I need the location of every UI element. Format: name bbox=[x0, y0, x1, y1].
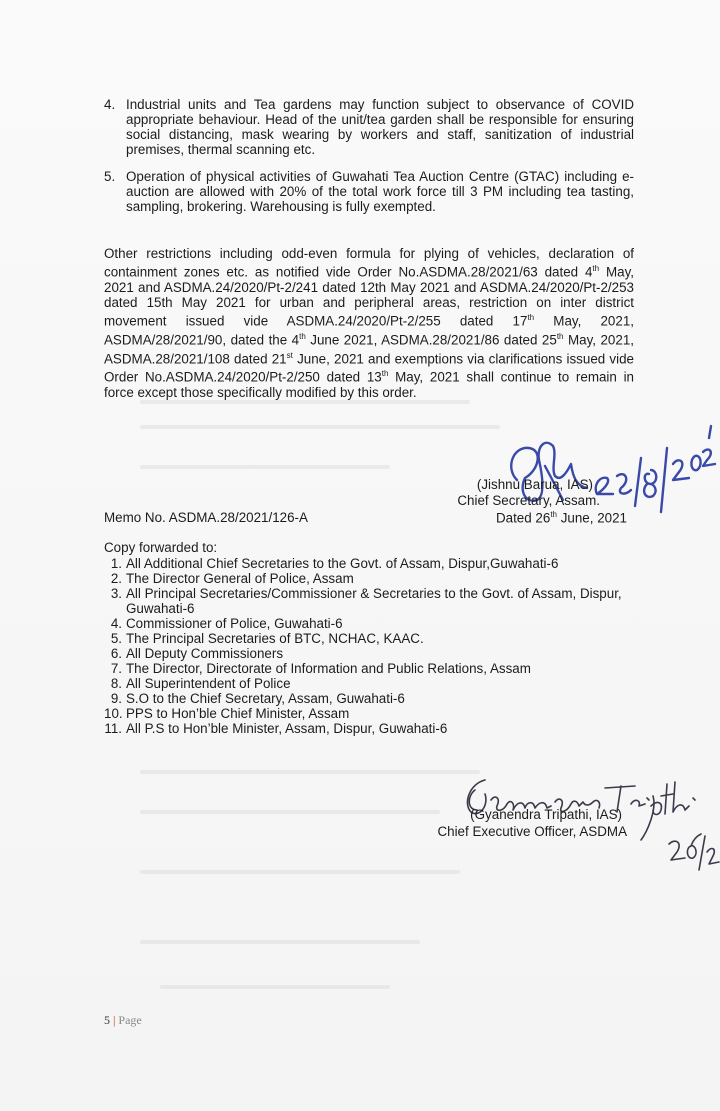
footer-separator: | bbox=[113, 1013, 116, 1027]
copy-forwarded-heading: Copy forwarded to: bbox=[104, 540, 218, 555]
item-number: 9. bbox=[110, 691, 122, 706]
paragraph-text: Other restrictions including odd-even formula for plying of vehicles, declaration of containment zones etc. as notified vide Order No.ASDMA.28/2021/63 dated 4 bbox=[104, 246, 634, 280]
item-text: Industrial units and Tea gardens may function subject to observance of COVID appropriate behaviour. Head of the unit/tea garden shall be responsible for ensuring social distancing, mask wearing by workers and staff, sanitization of industrial premises, thermal scanning etc. bbox=[126, 97, 634, 157]
paragraph-text: May, 2021, ASDMA.28/2021/108 dated 21 bbox=[104, 332, 634, 367]
item-number: 4. bbox=[104, 97, 116, 112]
list-item bbox=[104, 586, 634, 616]
item-number: 7. bbox=[110, 661, 122, 676]
memo-date bbox=[496, 510, 627, 525]
restrictions-paragraph bbox=[104, 246, 634, 400]
item-number: 5. bbox=[104, 169, 116, 184]
paragraph-text: May, 2021 shall continue to remain in force except those specifically modified by this order. bbox=[104, 369, 634, 400]
page-footer bbox=[104, 1013, 142, 1028]
item-number: 10. bbox=[104, 706, 123, 721]
list-item bbox=[104, 169, 634, 214]
memo-number: Memo No. ASDMA.28/2021/126-A bbox=[104, 510, 308, 525]
item-text: Commissioner of Police, Guwahati-6 bbox=[126, 616, 343, 631]
bleed-through-line bbox=[140, 425, 500, 429]
item-text: All Deputy Commissioners bbox=[126, 646, 284, 661]
list-item bbox=[104, 661, 634, 676]
item-text: The Director, Directorate of Information and Public Relations, Assam bbox=[126, 661, 531, 676]
bleed-through-line bbox=[140, 870, 460, 874]
chief-secretary-title: Chief Secretary, Assam. bbox=[457, 493, 600, 508]
list-item bbox=[104, 97, 634, 157]
ordinal-suffix: th bbox=[556, 331, 564, 341]
list-item bbox=[104, 631, 634, 646]
chief-secretary-name: (Jishnu Barua, IAS) bbox=[476, 477, 593, 492]
bleed-through-line bbox=[140, 465, 390, 469]
list-item bbox=[104, 721, 634, 736]
bleed-through-line bbox=[140, 770, 480, 774]
item-text: The Principal Secretaries of BTC, NCHAC, KAAC. bbox=[126, 631, 424, 646]
list-item bbox=[104, 706, 634, 721]
item-text: S.O to the Chief Secretary, Assam, Guwahati-6 bbox=[126, 691, 405, 706]
list-item bbox=[104, 616, 634, 631]
item-number: 8. bbox=[110, 676, 122, 691]
ceo-asdma-name: (Gyanendra Tripathi, IAS) bbox=[470, 807, 622, 822]
item-number: 3. bbox=[110, 586, 122, 601]
memo-date-text: June, 2021 bbox=[557, 510, 627, 526]
item-text: All Superintendent of Police bbox=[126, 676, 291, 691]
bleed-through-line bbox=[160, 985, 390, 989]
list-item bbox=[104, 556, 634, 571]
bleed-through-line bbox=[140, 400, 470, 404]
paragraph-text: June, 2021 and exemptions via clarifications issued vide Order No.ASDMA.24/2020/Pt-2/250 dated 13 bbox=[104, 351, 634, 385]
item-text: Operation of physical activities of Guwahati Tea Auction Centre (GTAC) including e-auction are allowed with 20% of the total work force till 3 PM including tea tasting, sampling, brokering. Warehousing is fully exempted. bbox=[126, 169, 634, 214]
ordinal-suffix: th bbox=[299, 331, 306, 341]
list-item bbox=[104, 691, 634, 706]
paragraph-text: June 2021, ASDMA.28/2021/86 dated 25 bbox=[305, 332, 557, 348]
item-number: 2. bbox=[110, 571, 122, 586]
ceo-asdma-title: Chief Executive Officer, ASDMA bbox=[437, 824, 627, 839]
paragraph-text: May, 2021, ASDMA/28/2021/90, dated the 4 bbox=[104, 313, 634, 348]
list-item bbox=[104, 646, 634, 661]
list-item bbox=[104, 676, 634, 691]
ordinal-suffix: th bbox=[550, 510, 557, 519]
item-text: PPS to Hon’ble Chief Minister, Assam bbox=[126, 706, 350, 721]
item-text: The Director General of Police, Assam bbox=[126, 571, 354, 586]
copy-forwarded-list bbox=[104, 556, 634, 736]
page-number: 5 bbox=[104, 1013, 110, 1027]
paragraph-text: May, 2021 and ASDMA.24/2020/Pt-2/241 dated 12th May 2021 and ASDMA.24/2020/Pt-2/253 dated 15th May 2021 for urban and peripheral areas, restriction on inter district movement issued vide ASDMA.24/2020/Pt-2/255 dated 17 bbox=[104, 264, 634, 329]
item-number: 11. bbox=[104, 721, 122, 736]
list-item bbox=[104, 571, 634, 586]
item-text: All P.S to Hon’ble Minister, Assam, Dispur, Guwahati-6 bbox=[126, 721, 448, 736]
bleed-through-line bbox=[140, 940, 420, 944]
item-text: All Principal Secretaries/Commissioner & Secretaries to the Govt. of Assam, Dispur, Guwahati-6 bbox=[126, 586, 622, 616]
ordinal-suffix: th bbox=[527, 313, 535, 323]
item-number: 5. bbox=[110, 631, 122, 646]
restriction-items-list bbox=[104, 97, 634, 226]
bleed-through-line bbox=[140, 810, 440, 814]
ordinal-suffix: th bbox=[592, 264, 600, 274]
item-number: 6. bbox=[110, 646, 122, 661]
ordinal-suffix: st bbox=[286, 350, 293, 360]
page-label: Page bbox=[118, 1013, 142, 1027]
memo-date-text: Dated 26 bbox=[495, 510, 551, 526]
item-number: 4. bbox=[110, 616, 122, 631]
item-text: All Additional Chief Secretaries to the Govt. of Assam, Dispur,Guwahati-6 bbox=[126, 556, 559, 571]
ordinal-suffix: th bbox=[381, 369, 389, 379]
item-number: 1. bbox=[110, 556, 122, 571]
